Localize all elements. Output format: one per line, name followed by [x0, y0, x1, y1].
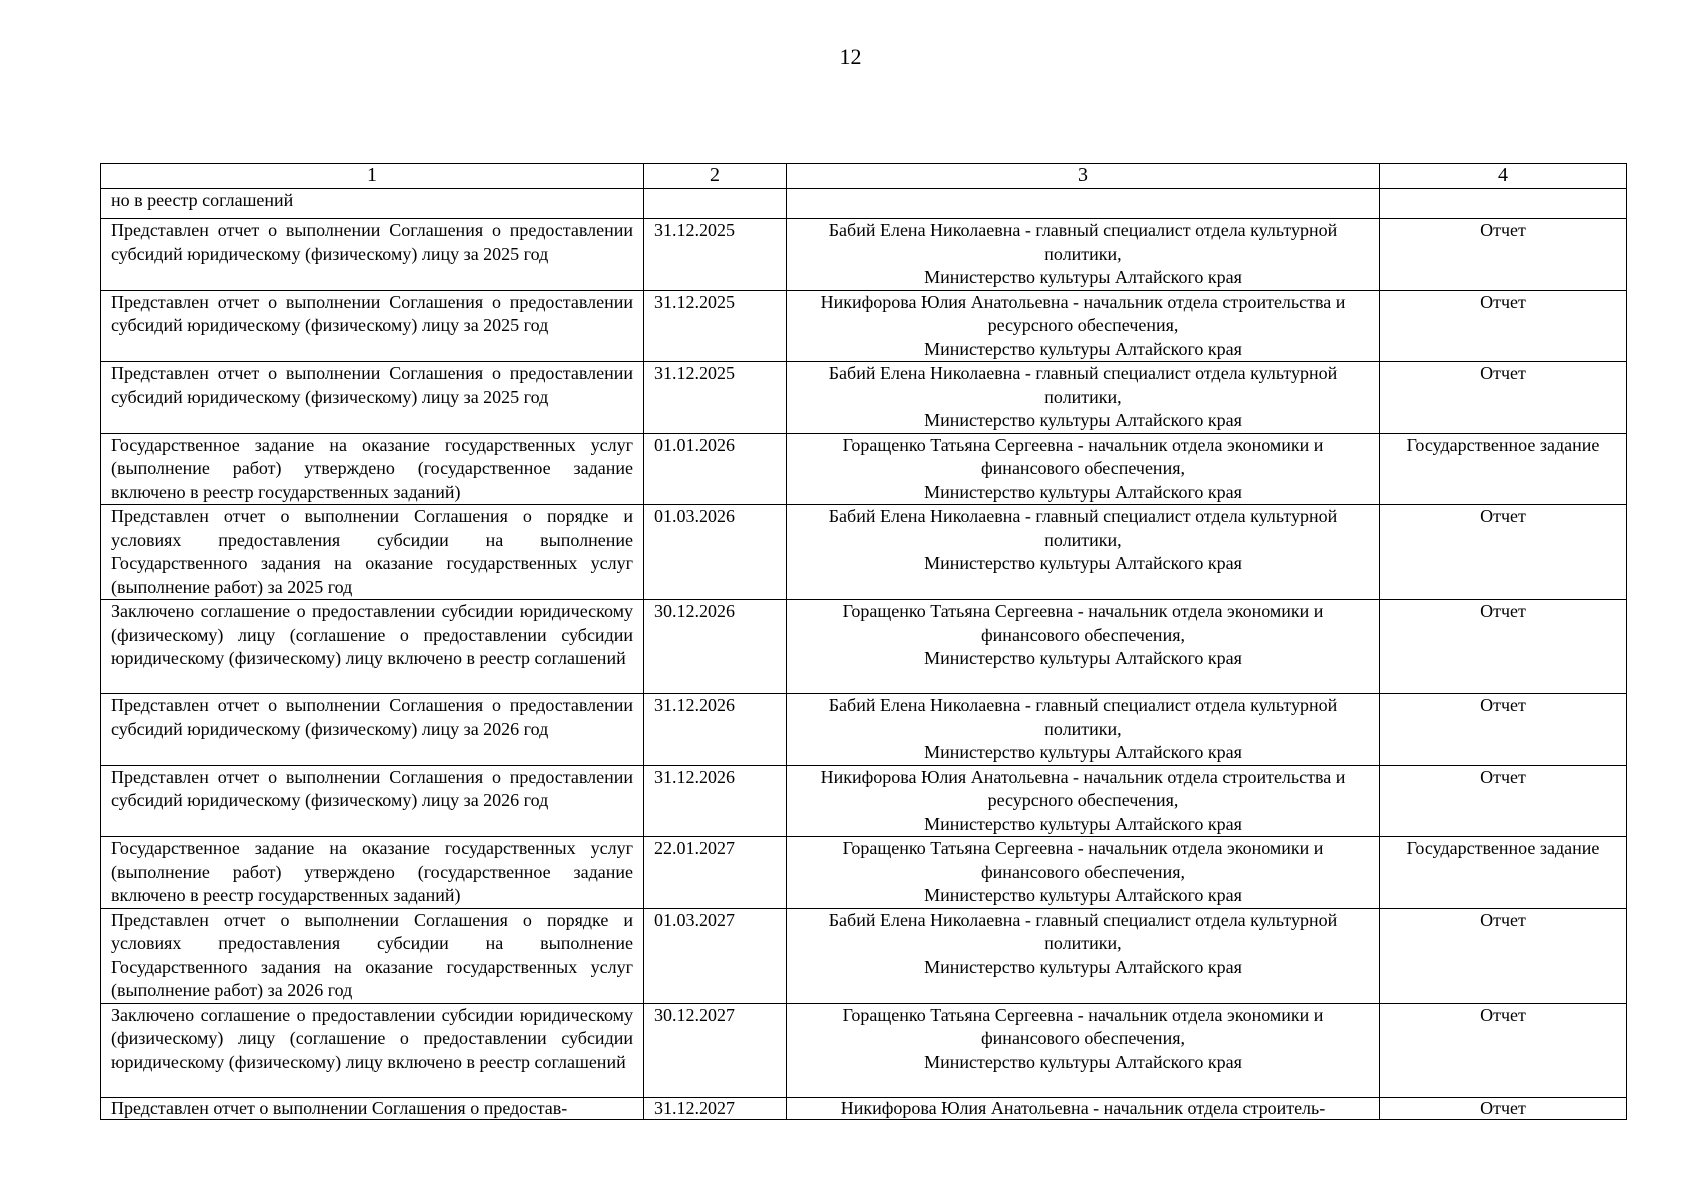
column-header-2: 2: [644, 164, 787, 189]
responsible-name: Бабий Елена Николаевна - главный специалист отдела культурной политики,: [828, 695, 1338, 739]
responsible-name: Никифорова Юлия Анатольевна - начальник отдела строительства и ресурсного обеспечения,: [820, 291, 1346, 335]
responsible-org: Министерство культуры Алтайского края: [924, 742, 1242, 762]
event-date: 31.12.2027: [644, 1097, 787, 1119]
responsible-org: Министерство культуры Алтайского края: [924, 885, 1242, 905]
event-description: но в реестр соглашений: [101, 189, 644, 219]
responsible-person: [787, 694, 1380, 766]
responsible-org: Министерство культуры Алтайского края: [924, 553, 1242, 573]
event-date: 01.03.2026: [644, 505, 787, 600]
table-row: [101, 1003, 1627, 1097]
responsible-name: Никифорова Юлия Анатольевна - начальник отдела строительства и ресурсного обеспечения,: [820, 766, 1346, 810]
responsible-person: [787, 908, 1380, 1003]
event-date: [644, 189, 787, 219]
event-description: Представлен отчет о выполнении Соглашения о порядке и условиях предоставления субсидии на выполнение Государственного задания на оказание государственных услуг (выполнение работ) за 2026 год: [101, 908, 644, 1003]
event-description: Представлен отчет о выполнении Соглашения о предоставлении субсидий юридическому (физическому) лицу за 2026 год: [101, 765, 644, 837]
document-type: Отчет: [1380, 1097, 1627, 1119]
event-date: 31.12.2025: [644, 362, 787, 434]
responsible-org: Министерство культуры Алтайского края: [924, 338, 1242, 359]
document-type: Отчет: [1380, 694, 1627, 766]
document-type: Отчет: [1380, 505, 1627, 600]
responsible-org: Министерство культуры Алтайского края: [924, 648, 1242, 668]
table-row: [101, 765, 1627, 837]
event-description: Представлен отчет о выполнении Соглашения о предоставлении субсидий юридическому (физическому) лицу за 2025 год: [101, 290, 644, 362]
event-description: Представлен отчет о выполнении Соглашения о предоставлении субсидий юридическому (физическому) лицу за 2025 год: [101, 362, 644, 434]
responsible-name: Бабий Елена Николаевна - главный специалист отдела культурной политики,: [828, 506, 1338, 550]
table-row: [101, 837, 1627, 909]
responsible-person: [787, 1097, 1380, 1119]
table-row: [101, 600, 1627, 694]
document-type: Государственное задание: [1380, 433, 1627, 505]
table-row: [101, 219, 1627, 291]
responsible-person: [787, 189, 1380, 219]
responsible-name: Горащенко Татьяна Сергеевна - начальник отдела экономики и финансового обеспечения,: [842, 434, 1324, 478]
responsible-name: Горащенко Татьяна Сергеевна - начальник отдела экономики и финансового обеспечения,: [842, 601, 1324, 645]
table-row: [101, 290, 1627, 362]
table-row: [101, 189, 1627, 219]
responsible-person: [787, 837, 1380, 909]
event-description: Государственное задание на оказание государственных услуг (выполнение работ) утверждено (государственное задание включено в реестр государственных заданий): [101, 433, 644, 505]
event-date: 22.01.2027: [644, 837, 787, 909]
event-description: Представлен отчет о выполнении Соглашения о предоставлении субсидий юридическому (физическому) лицу за 2025 год: [101, 219, 644, 291]
column-header-1: 1: [101, 164, 644, 189]
event-description: Представлен отчет о выполнении Соглашения о порядке и условиях предоставления субсидии на выполнение Государственного задания на оказание государственных услуг (выполнение работ) за 2025 год: [101, 505, 644, 600]
responsible-person: [787, 1003, 1380, 1097]
responsible-person: [787, 600, 1380, 694]
event-description: Представлен отчет о выполнении Соглашения о предоставлении субсидий юридическому (физическому) лицу за 2026 год: [101, 694, 644, 766]
event-date: 31.12.2026: [644, 694, 787, 766]
responsible-name: Бабий Елена Николаевна - главный специалист отдела культурной политики,: [828, 220, 1338, 264]
event-date: 31.12.2026: [644, 765, 787, 837]
table-row: [101, 433, 1627, 505]
responsible-org: Министерство культуры Алтайского края: [924, 267, 1242, 287]
document-type: Отчет: [1380, 600, 1627, 694]
responsible-org: Министерство культуры Алтайского края: [924, 410, 1242, 430]
responsible-name: Никифорова Юлия Анатольевна - начальник отдела строитель-: [840, 1097, 1326, 1118]
event-description: Заключено соглашение о предоставлении субсидии юридическому (физическому) лицу (соглашение о предоставлении субсидии юридическому (физическому) лицу включено в реестр соглашений: [101, 600, 644, 694]
page-number: 12: [839, 44, 862, 69]
responsible-org: Министерство культуры Алтайского края: [924, 813, 1242, 834]
schedule-table: [100, 163, 1627, 1120]
document-type: Государственное задание: [1380, 837, 1627, 909]
event-date: 30.12.2027: [644, 1003, 787, 1097]
responsible-name: Горащенко Татьяна Сергеевна - начальник отдела экономики и финансового обеспечения,: [842, 838, 1324, 882]
event-date: 31.12.2025: [644, 290, 787, 362]
responsible-org: Министерство культуры Алтайского края: [924, 956, 1242, 977]
event-description: Государственное задание на оказание государственных услуг (выполнение работ) утверждено (государственное задание включено в реестр государственных заданий): [101, 837, 644, 909]
document-type: [1380, 189, 1627, 219]
responsible-name: Бабий Елена Николаевна - главный специалист отдела культурной политики,: [828, 363, 1338, 407]
document-type: Отчет: [1380, 908, 1627, 1003]
header-row: [101, 164, 1627, 189]
responsible-person: [787, 290, 1380, 362]
responsible-person: [787, 765, 1380, 837]
event-description: Заключено соглашение о предоставлении субсидии юридическому (физическому) лицу (соглашение о предоставлении субсидии юридическому (физическому) лицу включено в реестр соглашений: [101, 1003, 644, 1097]
responsible-name: Бабий Елена Николаевна - главный специалист отдела культурной политики,: [828, 909, 1338, 953]
responsible-org: Министерство культуры Алтайского края: [924, 481, 1242, 502]
table-row: [101, 362, 1627, 434]
table-row: [101, 694, 1627, 766]
responsible-person: [787, 433, 1380, 505]
column-header-4: 4: [1380, 164, 1627, 189]
table-row: [101, 908, 1627, 1003]
document-type: Отчет: [1380, 765, 1627, 837]
responsible-person: [787, 362, 1380, 434]
document-type: Отчет: [1380, 1003, 1627, 1097]
responsible-person: [787, 505, 1380, 600]
table-row: [101, 1097, 1627, 1119]
table-row: [101, 505, 1627, 600]
document-type: Отчет: [1380, 219, 1627, 291]
event-date: 30.12.2026: [644, 600, 787, 694]
responsible-org: Министерство культуры Алтайского края: [924, 1051, 1242, 1072]
responsible-name: Горащенко Татьяна Сергеевна - начальник отдела экономики и финансового обеспечения,: [842, 1004, 1324, 1048]
responsible-person: [787, 219, 1380, 291]
column-header-3: 3: [787, 164, 1380, 189]
document-type: Отчет: [1380, 290, 1627, 362]
event-date: 31.12.2025: [644, 219, 787, 291]
document-type: Отчет: [1380, 362, 1627, 434]
event-description: Представлен отчет о выполнении Соглашения о предостав-: [101, 1097, 644, 1119]
event-date: 01.01.2026: [644, 433, 787, 505]
event-date: 01.03.2027: [644, 908, 787, 1003]
